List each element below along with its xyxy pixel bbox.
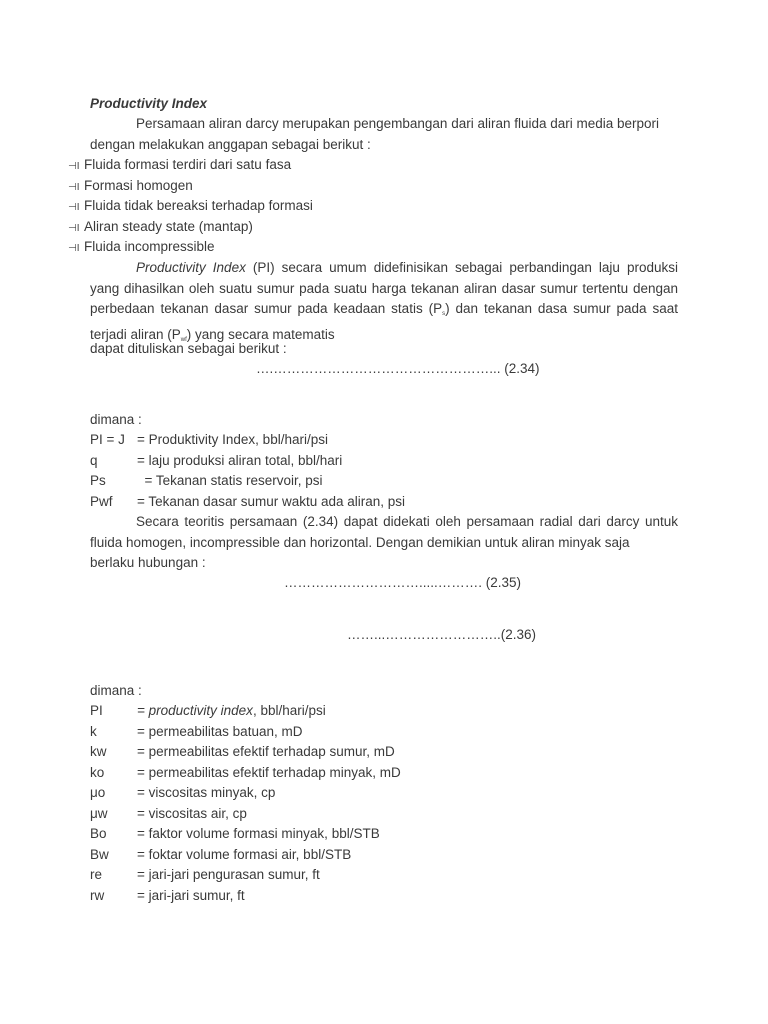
theory-last-line: berlaku hubungan : — [90, 555, 206, 570]
bullet-icon: ⊣I — [68, 243, 80, 254]
assumption-item: ⊣I Formasi homogen — [68, 178, 193, 196]
bullet-icon: ⊣I — [68, 161, 80, 172]
definition-row: re = jari-jari pengurasan sumur, ft — [90, 867, 320, 882]
equation-2-36: ……...……………………..(2.36) — [347, 627, 537, 642]
definition-row: Bw = foktar volume formasi air, bbl/STB — [90, 847, 352, 862]
section-title: Productivity Index — [90, 96, 208, 111]
definition-row: PI = productivity index, bbl/hari/psi — [90, 703, 326, 718]
equation-2-34: ….…………………………………………... (2.34) — [256, 361, 540, 376]
definition-row: ko = permeabilitas efektif terhadap minyak, mD — [90, 765, 401, 780]
definition-row: μo = viscositas minyak, cp — [90, 785, 276, 800]
bullet-icon: ⊣I — [68, 202, 80, 213]
definition-row: Ps = Tekanan statis reservoir, psi — [90, 473, 323, 488]
assumption-item: ⊣I Fluida tidak bereaksi terhadap formasi — [68, 198, 313, 216]
definition-row: q = laju produksi aliran total, bbl/hari — [90, 453, 343, 468]
equation-2-35: ………………………….....………. (2.35) — [284, 575, 522, 590]
definition-row: rw = jari-jari sumur, ft — [90, 888, 245, 903]
where-label-1: dimana : — [90, 412, 142, 427]
theory-paragraph: Secara teoritis persamaan (2.34) dapat didekati oleh persamaan radial dari darcy untuk fluida homogen, incompressible dan horizontal. Dengan demikian untuk aliran minyak saja — [90, 514, 678, 550]
definition-row: PI = J = Produktivity Index, bbl/hari/psi — [90, 432, 328, 447]
bullet-icon: ⊣I — [68, 223, 80, 234]
definition-row: μw = viscositas air, cp — [90, 806, 247, 821]
bullet-icon: ⊣I — [68, 182, 80, 193]
definition-row: Pwf = Tekanan dasar sumur waktu ada aliran, psi — [90, 494, 406, 509]
intro-line-1: Persamaan aliran darcy merupakan pengembangan dari aliran fluida dari media berpori — [136, 116, 660, 131]
definition-row: kw = permeabilitas efektif terhadap sumur, mD — [90, 744, 395, 759]
assumption-item: ⊣I Fluida incompressible — [68, 239, 215, 257]
pi-paragraph: Productivity Index (PI) secara umum didefinisikan sebagai perbandingan laju produksi yang dihasilkan oleh suatu sumur pada suatu harga tekanan aliran dasar sumur tertentu dengan perbedaan tekanan dasar sumur pada keadaan statis $(P_s)$ dan tekanan dasa sumur pada saat terjadi aliran $(P_{wf})$ yang secara matematis — [90, 260, 678, 343]
intro-line-2: dengan melakukan anggapan sebagai berikut : — [90, 137, 371, 152]
definition-row: k = permeabilitas batuan, mD — [90, 724, 303, 739]
pi-paragraph-last-line: dapat dituliskan sebagai berikut : — [90, 341, 287, 356]
assumption-item: ⊣I Aliran steady state (mantap) — [68, 219, 253, 237]
assumption-item: ⊣I Fluida formasi terdiri dari satu fasa — [68, 157, 291, 175]
definition-row: Bo = faktor volume formasi minyak, bbl/STB — [90, 826, 380, 841]
where-label-2: dimana : — [90, 683, 142, 698]
